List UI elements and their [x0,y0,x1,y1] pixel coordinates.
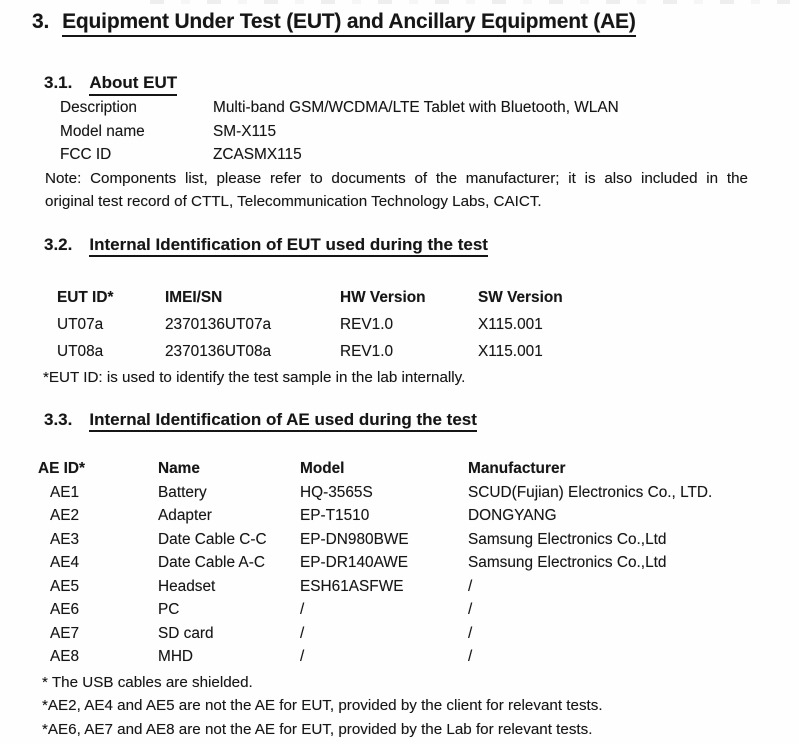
about-eut-row-model-name [60,120,799,144]
model-name-label: Model name [60,122,145,140]
eut-table-cell: REV1.0 [340,315,394,333]
ae-table-cell: / [468,577,473,595]
section-3-number: 3. [32,10,50,33]
ae-table-cell: Samsung Electronics Co.,Ltd [468,554,667,571]
about-eut-list [60,96,799,167]
eut-table-header-sw-version: SW Version [478,288,563,306]
section-3-1-heading [44,72,799,93]
ae-table-cell: / [300,624,305,642]
ae-table-cell: EP-DR140AWE [300,554,409,571]
description-value: Multi-band GSM/WCDMA/LTE Tablet with Bluetooth, WLAN [213,99,619,116]
components-note-line-2: original test record of CTTL, Telecommunication Technology Labs, CAICT. [45,192,542,210]
eut-table-header-imei-sn: IMEI/SN [165,288,223,306]
about-eut-row-description [60,96,799,120]
section-3-3-title: Internal Identification of AE used during the test [89,410,477,433]
ae-note-lab-provided: *AE6, AE7 and AE8 are not the AE for EUT, provided by the Lab for relevant tests. [42,720,593,738]
ae-table-cell: / [468,601,473,618]
section-3-title: Equipment Under Test (EUT) and Ancillary Equipment (AE) [62,10,636,37]
ae-table-cell: HQ-3565S [300,483,373,501]
about-eut-row-fcc-id [60,143,799,167]
eut-table-cell: 2370136UT07a [165,315,272,333]
eut-table-header-eut-id: EUT ID* [57,288,114,306]
description-label: Description [60,99,137,116]
ae-table-cell: AE6 [50,601,80,618]
ae-table-header-ae-id: AE ID* [38,459,86,477]
ae-table-cell: Samsung Electronics Co.,Ltd [468,530,667,548]
ae-note-usb-shielded: * The USB cables are shielded. [42,673,253,691]
ae-table-header-model: Model [300,459,345,477]
scan-artifact-top [150,0,790,4]
section-3-3-heading [44,409,799,430]
ae-table-cell: / [468,648,473,665]
ae-table-cell: AE5 [50,577,80,595]
ae-table-cell: Date Cable C-C [158,530,267,548]
ae-table-cell: Adapter [158,507,212,524]
eut-id-footnote: *EUT ID: is used to identify the test sample in the lab internally. [43,368,466,386]
ae-table-cell: Headset [158,577,216,595]
ae-table-cell: AE8 [50,648,80,665]
ae-table-cell: ESH61ASFWE [300,577,404,595]
ae-table-cell: AE2 [50,507,80,524]
components-note [45,167,748,213]
ae-notes [42,671,799,742]
ae-table-header-name: Name [158,459,200,477]
eut-table-cell: X115.001 [478,342,543,360]
ae-table-cell: SD card [158,624,214,642]
ae-table-cell: MHD [158,648,194,665]
model-name-value: SM-X115 [213,122,277,140]
section-3-1-title: About EUT [89,73,177,96]
ae-table-cell: AE1 [50,483,80,501]
section-3-2-number: 3.2. [44,234,73,254]
ae-table-cell: PC [158,601,180,618]
eut-table-cell: REV1.0 [340,342,394,360]
ae-table-cell: / [468,624,473,642]
ae-table-cell: Date Cable A-C [158,554,265,571]
section-3-heading [32,10,799,34]
ae-table-cell: EP-T1510 [300,507,370,524]
ae-table-cell: DONGYANG [468,507,557,524]
ae-table-cell: SCUD(Fujian) Electronics Co., LTD. [468,483,713,501]
fcc-id-value: ZCASMX115 [213,146,302,163]
eut-table-header-hw-version: HW Version [340,288,426,306]
eut-table-cell: UT08a [57,342,104,360]
components-note-line-1: Note: Components list, please refer to documents of the manufacturer; it is also included in the [45,169,748,187]
ae-table-cell: EP-DN980BWE [300,530,409,548]
eut-identification-table [57,284,799,365]
ae-table-cell: / [300,601,305,618]
ae-table-header-manufacturer: Manufacturer [468,459,566,477]
ae-table-cell: Battery [158,483,207,501]
ae-table-cell: AE3 [50,530,80,548]
ae-identification-table [38,457,799,669]
ae-table-cell: AE7 [50,624,80,642]
section-3-2-heading [44,234,799,255]
eut-table-cell: 2370136UT08a [165,342,272,360]
section-3-2-title: Internal Identification of EUT used during the test [89,235,488,258]
ae-table-cell: / [300,648,305,665]
eut-table-cell: X115.001 [478,315,543,333]
section-3-1-number: 3.1. [44,73,73,92]
ae-table-cell: AE4 [50,554,80,571]
section-3-3-number: 3.3. [44,409,73,429]
eut-table-cell: UT07a [57,315,104,333]
ae-note-client-provided: *AE2, AE4 and AE5 are not the AE for EUT, provided by the client for relevant tests. [42,697,603,714]
fcc-id-label: FCC ID [60,146,112,163]
